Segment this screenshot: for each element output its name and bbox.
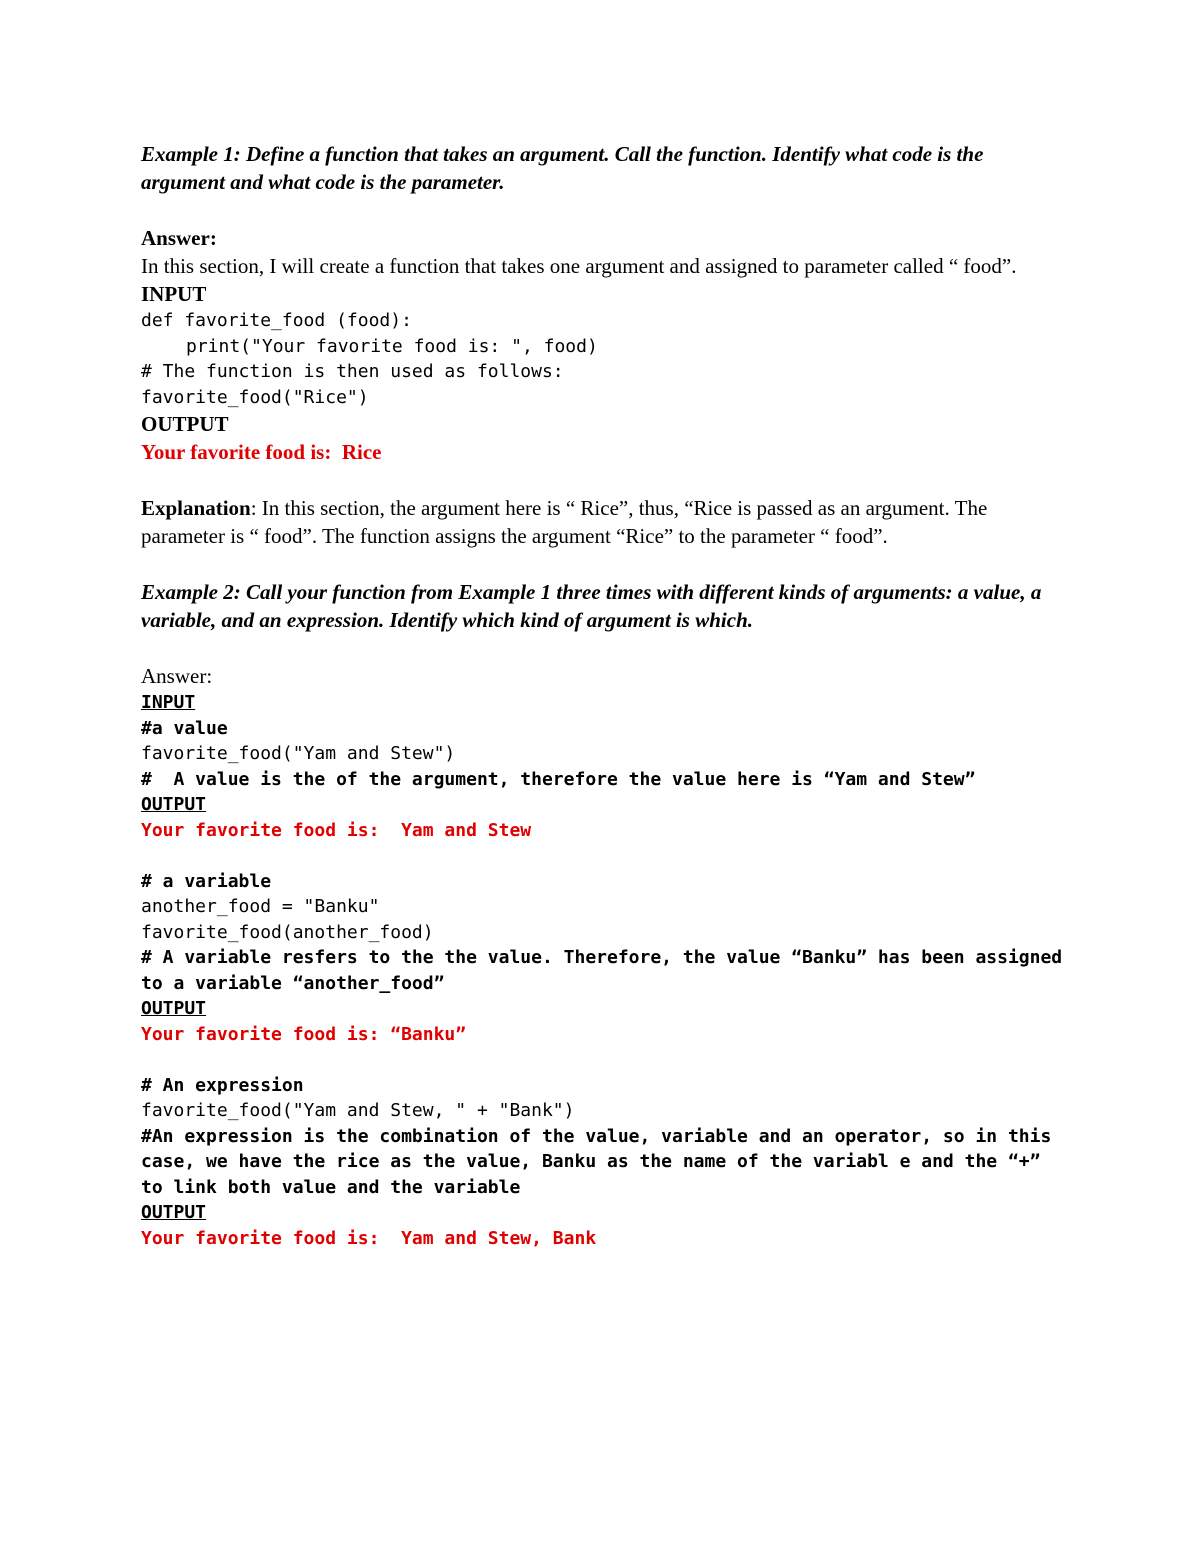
value-output-label: OUTPUT [141,794,207,815]
example-1-intro: In this section, I will create a function that takes one argument and assigned to parameter called “ food”. [141,254,1017,278]
explanation-text: : In this section, the argument here is “ Rice”, thus, “Rice is passed as an argument. The parameter is “ food”. The function assigns the argument “Rice” to the parameter “ food”. [141,496,988,548]
example-1-answer-label: Answer: [141,226,217,250]
variable-comment-title: # a variable [141,870,272,892]
expression-output-label: OUTPUT [141,1202,207,1223]
value-call-line: favorite_food("Yam and Stew") [141,743,456,764]
expression-comment-title: # An expression [141,1074,304,1096]
variable-output-label: OUTPUT [141,998,207,1019]
example-1-heading: Example 1: Define a function that takes an argument. Call the function. Identify what code is the argument and what code is the parameter. [141,142,984,194]
expression-comment: #An expression is the combination of the value, variable and an operator, so in this case, we have the rice as the value, Banku as the name of the variabl e and the “+” to link both value and the variable [141,1125,1052,1198]
example-1-input-label: INPUT [141,282,207,306]
variable-assign-line: another_food = "Banku" [141,896,380,917]
code-print-line: print("Your favorite food is: ", food) [186,335,598,357]
example-2-heading: Example 2: Call your function from Example 1 three times with different kinds of arguments: a value, a variable, and an expression. Identify which kind of argument is which. [141,580,1042,632]
example-1-explanation [141,494,1071,550]
example-1-output-label: OUTPUT [141,412,229,436]
document-content [141,140,1071,1251]
value-output-text: Your favorite food is: Yam and Stew [141,819,532,841]
variable-call-line: favorite_food(another_food) [141,921,434,943]
value-comment: # A value is the of the argument, therefore the value here is “Yam and Stew” [141,768,976,790]
expression-output-text: Your favorite food is: Yam and Stew, Bank [141,1227,597,1249]
example-2-answer-label: Answer: [141,664,213,688]
explanation-label: Explanation [141,496,251,520]
value-input-label: INPUT [141,692,196,713]
code-call-line: favorite_food("Rice") [141,386,369,408]
code-def-line: def favorite_food (food): [141,310,412,331]
expression-call-line: favorite_food("Yam and Stew, " + "Bank") [141,1100,575,1121]
variable-comment: # A variable resfers to the the value. Therefore, the value “Banku” has been assigned to a variable “another_food” [141,947,1063,994]
example-1-output-text: Your favorite food is: Rice [141,440,382,464]
value-comment-title: #a value [141,717,228,739]
variable-output-text: Your favorite food is: “Banku” [141,1023,467,1045]
code-comment-line: # The function is then used as follows: [141,361,564,382]
